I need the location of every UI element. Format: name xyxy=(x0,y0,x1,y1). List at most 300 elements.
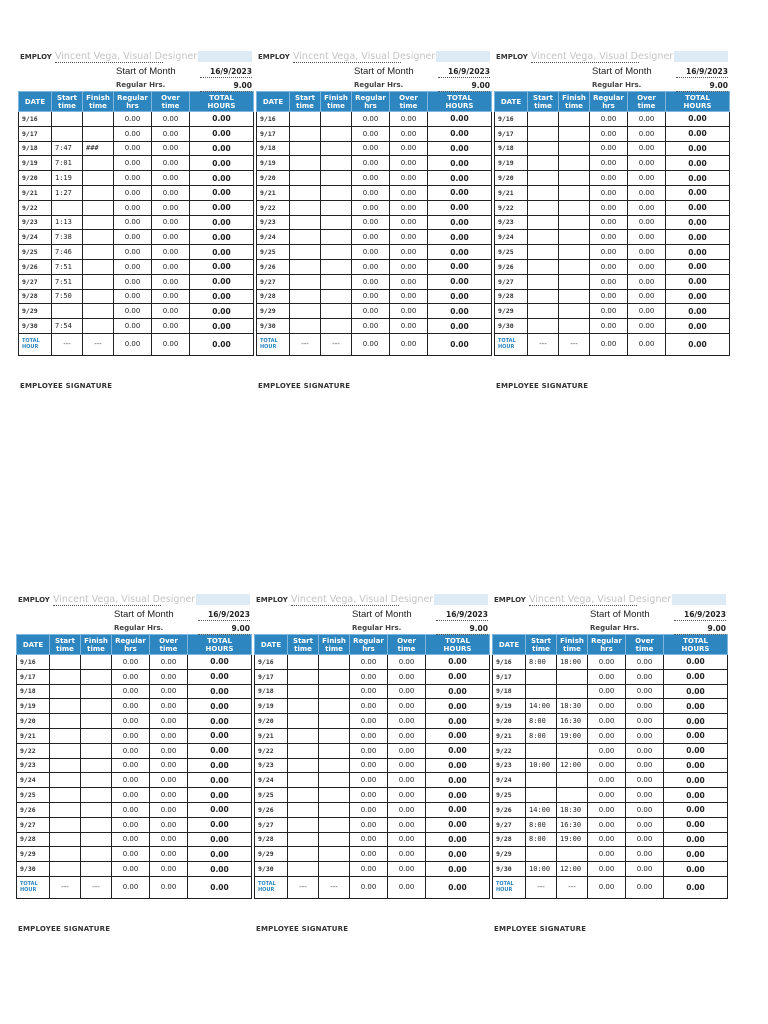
regular-hrs-cell: 0.00 xyxy=(588,802,626,817)
regular-hrs-cell: 0.00 xyxy=(352,259,390,274)
regular-hrs-cell: 0.00 xyxy=(590,245,628,260)
regular-hrs-cell: 0.00 xyxy=(590,112,628,127)
finish-time-cell[interactable] xyxy=(319,655,350,670)
finish-time-cell[interactable] xyxy=(321,156,352,171)
table-row xyxy=(19,319,254,334)
finish-time-cell[interactable] xyxy=(321,245,352,260)
start-time-cell[interactable] xyxy=(50,684,81,699)
finish-time-cell[interactable] xyxy=(81,684,112,699)
start-time-cell[interactable] xyxy=(288,773,319,788)
finish-time-cell[interactable] xyxy=(321,215,352,230)
start-of-month-label: Start of Month xyxy=(354,66,414,77)
header-row xyxy=(17,635,252,655)
employee-name-field[interactable]: Vincent Vega, Visual Designer xyxy=(531,51,674,62)
start-time-cell[interactable] xyxy=(288,728,319,743)
finish-time-cell[interactable] xyxy=(83,245,114,260)
start-time-cell[interactable] xyxy=(288,669,319,684)
start-time-cell[interactable] xyxy=(290,185,321,200)
finish-time-cell[interactable] xyxy=(559,274,590,289)
finish-time-cell[interactable] xyxy=(81,728,112,743)
finish-time-cell[interactable] xyxy=(83,126,114,141)
finish-time-cell[interactable] xyxy=(319,743,350,758)
start-time-cell[interactable] xyxy=(526,847,557,862)
date-cell: 9/21 xyxy=(17,728,50,743)
date-cell: 9/22 xyxy=(493,743,526,758)
finish-time-cell[interactable] xyxy=(559,112,590,127)
date-cell: 9/17 xyxy=(255,669,288,684)
finish-time-cell[interactable] xyxy=(319,773,350,788)
table-row xyxy=(493,743,728,758)
finish-time-cell[interactable] xyxy=(83,304,114,319)
finish-time-cell[interactable] xyxy=(81,655,112,670)
start-time-cell[interactable] xyxy=(50,832,81,847)
finish-time-cell[interactable]: 12:00 xyxy=(557,758,588,773)
finish-time-cell[interactable]: 18:30 xyxy=(557,802,588,817)
total-hours-cell: 0.00 xyxy=(426,817,490,832)
employee-name-box[interactable] xyxy=(196,594,250,605)
start-time-cell[interactable]: 7:50 xyxy=(52,289,83,304)
start-time-cell[interactable]: 14:00 xyxy=(526,699,557,714)
over-time-cell: 0.00 xyxy=(390,141,428,156)
col-regular-hrs-line1: Regular xyxy=(117,93,148,102)
finish-time-cell[interactable]: 16:30 xyxy=(557,817,588,832)
start-time-cell[interactable]: 8:00 xyxy=(526,655,557,670)
regular-hrs-value[interactable]: 9.00 xyxy=(438,81,490,92)
finish-time-cell[interactable]: 18:00 xyxy=(557,655,588,670)
start-time-cell[interactable] xyxy=(50,714,81,729)
finish-time-cell[interactable] xyxy=(83,200,114,215)
total-finish-placeholder: --- xyxy=(83,333,114,355)
regular-hrs-cell: 0.00 xyxy=(114,319,152,334)
start-time-cell[interactable] xyxy=(526,684,557,699)
date-cell: 9/18 xyxy=(493,684,526,699)
over-time-cell: 0.00 xyxy=(152,245,190,260)
start-time-cell[interactable] xyxy=(290,156,321,171)
start-time-cell[interactable] xyxy=(290,200,321,215)
start-time-cell[interactable]: 7:38 xyxy=(52,230,83,245)
date-cell: 9/22 xyxy=(257,200,290,215)
header-row xyxy=(257,92,492,112)
start-time-cell[interactable] xyxy=(528,141,559,156)
start-time-cell[interactable] xyxy=(288,788,319,803)
over-time-cell: 0.00 xyxy=(390,319,428,334)
total-finish-placeholder: --- xyxy=(81,876,112,898)
start-time-cell[interactable] xyxy=(290,126,321,141)
employee-label: EMPLOY xyxy=(256,596,288,604)
total-hour-label xyxy=(495,333,528,355)
finish-time-cell[interactable] xyxy=(319,684,350,699)
finish-time-cell[interactable] xyxy=(319,728,350,743)
start-time-cell[interactable] xyxy=(526,788,557,803)
over-time-cell: 0.00 xyxy=(390,215,428,230)
finish-time-cell[interactable] xyxy=(557,743,588,758)
col-regular-hrs-line2: hrs xyxy=(364,101,377,110)
start-time-cell[interactable]: 7:47 xyxy=(52,141,83,156)
finish-time-cell[interactable] xyxy=(557,847,588,862)
start-time-cell[interactable] xyxy=(288,802,319,817)
start-time-cell[interactable]: 7:01 xyxy=(52,156,83,171)
finish-time-cell[interactable] xyxy=(319,802,350,817)
start-time-cell[interactable] xyxy=(528,126,559,141)
employee-name-field[interactable]: Vincent Vega, Visual Designer xyxy=(293,51,436,62)
date-cell: 9/18 xyxy=(17,684,50,699)
start-time-cell[interactable] xyxy=(50,802,81,817)
regular-hrs-cell: 0.00 xyxy=(112,655,150,670)
col-finish-time-line1: Finish xyxy=(560,636,584,645)
col-start-time xyxy=(52,92,83,112)
total-label-line1: TOTAL xyxy=(260,338,278,345)
finish-time-cell[interactable] xyxy=(83,171,114,186)
finish-time-cell[interactable] xyxy=(81,802,112,817)
start-time-cell[interactable] xyxy=(50,758,81,773)
col-over-time xyxy=(152,92,190,112)
start-of-month-row xyxy=(494,64,729,79)
date-cell: 9/19 xyxy=(19,156,52,171)
start-time-cell[interactable] xyxy=(50,817,81,832)
finish-time-cell[interactable] xyxy=(559,259,590,274)
start-time-cell[interactable]: 7:54 xyxy=(52,319,83,334)
start-time-cell[interactable] xyxy=(528,171,559,186)
start-time-cell[interactable] xyxy=(528,156,559,171)
finish-time-cell[interactable] xyxy=(81,788,112,803)
finish-time-cell[interactable] xyxy=(559,200,590,215)
start-time-cell[interactable] xyxy=(50,743,81,758)
start-time-cell[interactable] xyxy=(52,304,83,319)
employee-signature-label: EMPLOYEE SIGNATURE xyxy=(494,925,587,933)
finish-time-cell[interactable] xyxy=(83,112,114,127)
finish-time-cell[interactable] xyxy=(81,743,112,758)
regular-hrs-cell: 0.00 xyxy=(112,743,150,758)
finish-time-cell[interactable] xyxy=(559,289,590,304)
start-time-cell[interactable] xyxy=(50,699,81,714)
start-time-cell[interactable] xyxy=(528,230,559,245)
employee-name-box[interactable] xyxy=(198,51,252,62)
start-time-cell[interactable] xyxy=(290,245,321,260)
finish-time-cell[interactable] xyxy=(81,862,112,877)
finish-time-cell[interactable] xyxy=(321,141,352,156)
finish-time-cell[interactable] xyxy=(559,156,590,171)
finish-time-cell[interactable] xyxy=(559,185,590,200)
employee-name-field[interactable]: Vincent Vega, Visual Designer xyxy=(55,51,198,62)
finish-time-cell[interactable] xyxy=(81,669,112,684)
regular-hrs-value[interactable]: 9.00 xyxy=(674,624,726,635)
regular-hrs-cell: 0.00 xyxy=(350,788,388,803)
finish-time-cell[interactable] xyxy=(83,319,114,334)
regular-hrs-cell: 0.00 xyxy=(114,304,152,319)
finish-time-cell[interactable] xyxy=(321,200,352,215)
start-time-cell[interactable] xyxy=(288,847,319,862)
finish-time-cell[interactable] xyxy=(559,171,590,186)
start-time-cell[interactable] xyxy=(290,141,321,156)
start-time-cell[interactable] xyxy=(290,171,321,186)
finish-time-cell[interactable]: 18:30 xyxy=(557,699,588,714)
total-hours-cell: 0.00 xyxy=(664,699,728,714)
start-of-month-value[interactable]: 16/9/2023 xyxy=(676,67,728,78)
total-over-time: 0.00 xyxy=(152,333,190,355)
regular-hrs-label: Regular Hrs. xyxy=(114,624,164,632)
finish-time-cell[interactable] xyxy=(559,230,590,245)
total-hours-cell: 0.00 xyxy=(426,655,490,670)
finish-time-cell[interactable] xyxy=(559,304,590,319)
over-time-cell: 0.00 xyxy=(152,112,190,127)
date-cell: 9/26 xyxy=(495,259,528,274)
total-finish-placeholder: --- xyxy=(557,876,588,898)
timesheet-card xyxy=(256,50,491,390)
table-row xyxy=(495,141,730,156)
finish-time-cell[interactable] xyxy=(319,788,350,803)
finish-time-cell[interactable]: 19:00 xyxy=(557,728,588,743)
over-time-cell: 0.00 xyxy=(628,200,666,215)
finish-time-cell[interactable] xyxy=(321,304,352,319)
start-of-month-value[interactable]: 16/9/2023 xyxy=(436,610,488,621)
start-time-cell[interactable] xyxy=(288,832,319,847)
table-row xyxy=(257,126,492,141)
total-hours-cell: 0.00 xyxy=(666,215,730,230)
finish-time-cell[interactable] xyxy=(81,832,112,847)
start-time-cell[interactable]: 1:19 xyxy=(52,171,83,186)
start-time-cell[interactable]: 10:00 xyxy=(526,862,557,877)
finish-time-cell[interactable] xyxy=(559,141,590,156)
start-time-cell[interactable] xyxy=(526,773,557,788)
finish-time-cell[interactable] xyxy=(321,112,352,127)
start-time-cell[interactable] xyxy=(50,728,81,743)
start-time-cell[interactable] xyxy=(526,743,557,758)
finish-time-cell[interactable] xyxy=(559,126,590,141)
finish-time-cell[interactable] xyxy=(319,758,350,773)
start-time-cell[interactable] xyxy=(528,215,559,230)
finish-time-cell[interactable] xyxy=(321,230,352,245)
employee-name-box[interactable] xyxy=(674,51,728,62)
regular-hrs-cell: 0.00 xyxy=(590,274,628,289)
finish-time-cell[interactable] xyxy=(319,847,350,862)
over-time-cell: 0.00 xyxy=(150,802,188,817)
total-row xyxy=(19,333,254,355)
finish-time-cell[interactable] xyxy=(83,156,114,171)
start-time-cell[interactable] xyxy=(528,289,559,304)
start-time-cell[interactable] xyxy=(290,274,321,289)
finish-time-cell[interactable] xyxy=(83,274,114,289)
start-time-cell[interactable] xyxy=(290,230,321,245)
start-time-cell[interactable] xyxy=(288,862,319,877)
total-start-placeholder: --- xyxy=(290,333,321,355)
start-of-month-value[interactable]: 16/9/2023 xyxy=(674,610,726,621)
finish-time-cell[interactable] xyxy=(83,259,114,274)
finish-time-cell[interactable] xyxy=(321,274,352,289)
start-time-cell[interactable] xyxy=(50,788,81,803)
regular-hrs-value[interactable]: 9.00 xyxy=(198,624,250,635)
finish-time-cell[interactable] xyxy=(557,773,588,788)
finish-time-cell[interactable] xyxy=(81,699,112,714)
employee-name-box[interactable] xyxy=(672,594,726,605)
total-hours-cell: 0.00 xyxy=(426,714,490,729)
start-time-cell[interactable] xyxy=(528,245,559,260)
finish-time-cell[interactable] xyxy=(81,758,112,773)
total-hours-cell: 0.00 xyxy=(666,200,730,215)
over-time-cell: 0.00 xyxy=(626,669,664,684)
over-time-cell: 0.00 xyxy=(388,669,426,684)
date-cell: 9/16 xyxy=(255,655,288,670)
employee-name-box[interactable] xyxy=(436,51,490,62)
start-time-cell[interactable] xyxy=(528,319,559,334)
start-time-cell[interactable] xyxy=(288,817,319,832)
over-time-cell: 0.00 xyxy=(390,112,428,127)
table-header xyxy=(19,92,254,112)
table-row xyxy=(257,200,492,215)
date-cell: 9/30 xyxy=(495,319,528,334)
regular-hrs-label: Regular Hrs. xyxy=(354,81,404,89)
finish-time-cell[interactable] xyxy=(81,847,112,862)
finish-time-cell[interactable] xyxy=(557,788,588,803)
finish-time-cell[interactable] xyxy=(557,669,588,684)
over-time-cell: 0.00 xyxy=(626,655,664,670)
employee-name-field[interactable]: Vincent Vega, Visual Designer xyxy=(53,594,196,605)
employee-name-field[interactable]: Vincent Vega, Visual Designer xyxy=(529,594,672,605)
start-time-cell[interactable] xyxy=(50,655,81,670)
start-time-cell[interactable] xyxy=(290,289,321,304)
date-cell: 9/28 xyxy=(17,832,50,847)
start-time-cell[interactable] xyxy=(50,847,81,862)
start-time-cell[interactable] xyxy=(52,112,83,127)
finish-time-cell[interactable] xyxy=(319,817,350,832)
start-time-cell[interactable] xyxy=(290,215,321,230)
finish-time-cell[interactable] xyxy=(321,259,352,274)
finish-time-cell[interactable] xyxy=(559,319,590,334)
start-of-month-row xyxy=(254,607,489,622)
start-time-cell[interactable] xyxy=(290,304,321,319)
finish-time-cell[interactable] xyxy=(81,773,112,788)
start-time-cell[interactable] xyxy=(528,259,559,274)
start-time-cell[interactable]: 7:51 xyxy=(52,259,83,274)
start-time-cell[interactable] xyxy=(526,669,557,684)
date-cell: 9/16 xyxy=(493,655,526,670)
start-time-cell[interactable] xyxy=(528,200,559,215)
total-hours-cell: 0.00 xyxy=(188,788,252,803)
finish-time-cell[interactable] xyxy=(321,171,352,186)
regular-hrs-value[interactable]: 9.00 xyxy=(200,81,252,92)
start-of-month-value[interactable]: 16/9/2023 xyxy=(200,67,252,78)
employee-label: EMPLOY xyxy=(20,53,52,61)
over-time-cell: 0.00 xyxy=(628,215,666,230)
start-time-cell[interactable] xyxy=(288,714,319,729)
start-time-cell[interactable]: 8:00 xyxy=(526,714,557,729)
start-time-cell[interactable] xyxy=(290,319,321,334)
start-time-cell[interactable]: 7:46 xyxy=(52,245,83,260)
finish-time-cell[interactable] xyxy=(83,215,114,230)
over-time-cell: 0.00 xyxy=(626,832,664,847)
finish-time-cell[interactable] xyxy=(321,319,352,334)
finish-time-cell[interactable] xyxy=(319,669,350,684)
col-over-time-line2: time xyxy=(161,101,180,110)
total-hours-sum: 0.00 xyxy=(190,333,254,355)
date-cell: 9/20 xyxy=(257,171,290,186)
start-time-cell[interactable] xyxy=(50,669,81,684)
finish-time-cell[interactable]: ### xyxy=(83,141,114,156)
finish-time-cell[interactable] xyxy=(321,126,352,141)
start-time-cell[interactable] xyxy=(288,684,319,699)
start-time-cell[interactable] xyxy=(52,126,83,141)
start-time-cell[interactable] xyxy=(50,773,81,788)
total-hours-cell: 0.00 xyxy=(428,171,492,186)
total-hours-cell: 0.00 xyxy=(666,171,730,186)
start-time-cell[interactable] xyxy=(288,743,319,758)
finish-time-cell[interactable] xyxy=(559,245,590,260)
finish-time-cell[interactable] xyxy=(319,832,350,847)
start-time-cell[interactable] xyxy=(52,200,83,215)
finish-time-cell[interactable] xyxy=(321,289,352,304)
finish-time-cell[interactable] xyxy=(559,215,590,230)
start-time-cell[interactable]: 8:00 xyxy=(526,817,557,832)
start-time-cell[interactable]: 8:00 xyxy=(526,728,557,743)
total-hours-sum: 0.00 xyxy=(188,876,252,898)
finish-time-cell[interactable]: 12:00 xyxy=(557,862,588,877)
finish-time-cell[interactable]: 19:00 xyxy=(557,832,588,847)
finish-time-cell[interactable] xyxy=(83,230,114,245)
start-time-cell[interactable]: 7:51 xyxy=(52,274,83,289)
over-time-cell: 0.00 xyxy=(152,289,190,304)
regular-hrs-value[interactable]: 9.00 xyxy=(436,624,488,635)
regular-hrs-value[interactable]: 9.00 xyxy=(676,81,728,92)
finish-time-cell[interactable] xyxy=(557,684,588,699)
finish-time-cell[interactable] xyxy=(319,699,350,714)
total-hours-cell: 0.00 xyxy=(190,274,254,289)
start-time-cell[interactable] xyxy=(50,862,81,877)
col-total-hours xyxy=(664,635,728,655)
timesheet-card xyxy=(18,50,253,390)
start-time-cell[interactable] xyxy=(288,655,319,670)
table-row xyxy=(19,289,254,304)
start-of-month-value[interactable]: 16/9/2023 xyxy=(198,610,250,621)
start-time-cell[interactable]: 1:13 xyxy=(52,215,83,230)
start-time-cell[interactable] xyxy=(290,112,321,127)
finish-time-cell[interactable] xyxy=(321,185,352,200)
finish-time-cell[interactable] xyxy=(319,714,350,729)
col-regular-hrs xyxy=(588,635,626,655)
start-of-month-value[interactable]: 16/9/2023 xyxy=(438,67,490,78)
col-over-time-line1: Over xyxy=(635,636,654,645)
start-time-cell[interactable] xyxy=(290,259,321,274)
start-time-cell[interactable]: 10:00 xyxy=(526,758,557,773)
finish-time-cell[interactable] xyxy=(81,714,112,729)
regular-hrs-cell: 0.00 xyxy=(588,817,626,832)
start-time-cell[interactable]: 14:00 xyxy=(526,802,557,817)
regular-hrs-cell: 0.00 xyxy=(590,200,628,215)
table-row xyxy=(17,728,252,743)
start-time-cell[interactable]: 1:27 xyxy=(52,185,83,200)
finish-time-cell[interactable]: 16:30 xyxy=(557,714,588,729)
regular-hrs-cell: 0.00 xyxy=(350,699,388,714)
finish-time-cell[interactable] xyxy=(319,862,350,877)
start-time-cell[interactable] xyxy=(528,274,559,289)
start-time-cell[interactable] xyxy=(288,699,319,714)
employee-name-box[interactable] xyxy=(434,594,488,605)
start-time-cell[interactable] xyxy=(528,185,559,200)
start-time-cell[interactable] xyxy=(528,304,559,319)
finish-time-cell[interactable] xyxy=(83,185,114,200)
employee-name-field[interactable]: Vincent Vega, Visual Designer xyxy=(291,594,434,605)
table-row xyxy=(493,773,728,788)
regular-hrs-cell: 0.00 xyxy=(588,847,626,862)
date-cell: 9/29 xyxy=(493,847,526,862)
start-time-cell[interactable] xyxy=(528,112,559,127)
total-label-line1: TOTAL xyxy=(498,338,516,345)
regular-hrs-cell: 0.00 xyxy=(112,847,150,862)
start-time-cell[interactable]: 8:00 xyxy=(526,832,557,847)
finish-time-cell[interactable] xyxy=(83,289,114,304)
finish-time-cell[interactable] xyxy=(81,817,112,832)
over-time-cell: 0.00 xyxy=(390,230,428,245)
start-time-cell[interactable] xyxy=(288,758,319,773)
table-row xyxy=(257,274,492,289)
